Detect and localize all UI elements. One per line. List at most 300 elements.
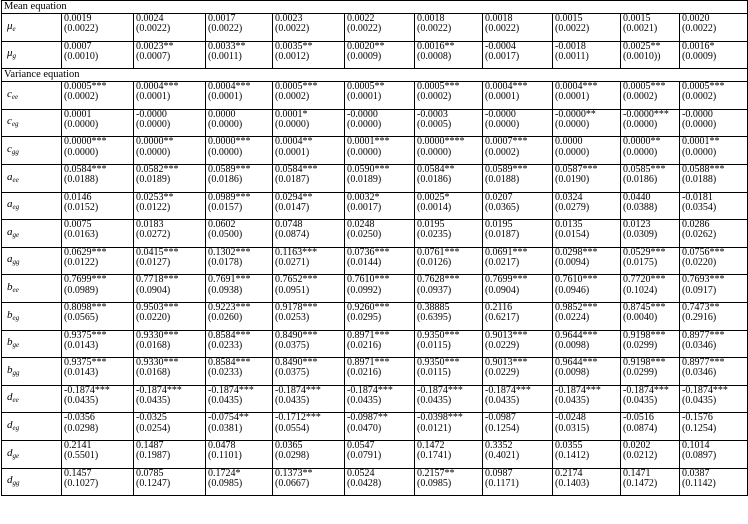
coefficient-value: 0.0135 [555, 219, 583, 231]
standard-error-value: (0.0094) [555, 257, 590, 269]
standard-error-value: (0.0000) [555, 119, 590, 131]
estimate-cell [483, 164, 553, 192]
estimate-cell [134, 440, 206, 468]
coefficient-value: 0.0007*** [485, 136, 528, 148]
estimate-cell [345, 302, 415, 330]
coefficient-value: 0.0018 [485, 13, 513, 24]
coefficient-value: 0.0589*** [485, 164, 528, 175]
standard-error-value: (0.0435) [485, 395, 520, 407]
estimate-cell [273, 413, 345, 441]
standard-error-value: (0.0346) [682, 339, 717, 351]
standard-error-value: (0.0000) [136, 119, 171, 131]
estimate-cell [415, 358, 483, 386]
estimate-cell [621, 220, 680, 248]
standard-error-value: (0.0011) [208, 50, 242, 62]
standard-error-value: (0.0354) [682, 201, 717, 213]
standard-error-value: (0.0946) [555, 284, 590, 296]
estimate-cell [62, 358, 134, 386]
standard-error-value: (0.0000) [485, 119, 520, 131]
estimate-cell [134, 109, 206, 137]
estimate-cell [621, 82, 680, 110]
standard-error-value: (0.0216) [347, 367, 382, 379]
standard-error-value: (0.0010)) [623, 50, 661, 62]
coefficient-value: 0.0195 [485, 219, 513, 231]
estimate-cell [483, 14, 553, 42]
coefficient-value: 0.0584*** [275, 164, 318, 175]
standard-error-value: (0.1101) [208, 450, 242, 462]
standard-error-value: (0.0271) [275, 257, 310, 269]
standard-error-value: (0.0115) [417, 339, 451, 351]
parameter-symbol: d [7, 446, 13, 459]
estimate-cell [415, 468, 483, 496]
coefficient-value: 0.0018 [417, 13, 445, 24]
estimate-cell [206, 440, 273, 468]
estimate-cell [206, 220, 273, 248]
estimate-cell [621, 358, 680, 386]
coefficient-value: 0.9644*** [555, 357, 598, 369]
estimate-cell [273, 41, 345, 69]
standard-error-value: (0.0937) [417, 284, 452, 296]
standard-error-value: (0.0272) [136, 229, 171, 241]
coefficient-value: 0.2174 [555, 468, 583, 479]
coefficient-value: 0.9013*** [485, 330, 528, 341]
standard-error-value: (0.0021) [623, 23, 658, 35]
estimate-cell [553, 440, 621, 468]
standard-error-value: (0.0309) [623, 229, 658, 241]
parameter-symbol: d [7, 418, 13, 431]
standard-error-value: (0.0500) [208, 229, 243, 241]
estimate-cell [415, 192, 483, 220]
estimate-cell [553, 220, 621, 248]
standard-error-value: (0.1403) [555, 477, 590, 489]
coefficient-value: 0.0000** [623, 136, 661, 148]
standard-error-value: (0.0000) [555, 146, 590, 158]
standard-error-value: (0.0253) [275, 312, 310, 324]
coefficient-value: -0.0018 [555, 41, 586, 52]
standard-error-value: (0.0010) [64, 50, 99, 62]
coefficient-value: 0.0298*** [555, 247, 598, 258]
parameter-subscript: ee [12, 285, 19, 294]
estimate-cell [134, 413, 206, 441]
standard-error-value: (0.0122) [136, 201, 171, 213]
standard-error-value: (0.0098) [555, 367, 590, 379]
estimate-cell [206, 82, 273, 110]
standard-error-value: (0.0154) [555, 229, 590, 241]
estimate-cell [415, 440, 483, 468]
coefficient-value: -0.0000 [682, 109, 713, 120]
parameter-symbol: c [7, 87, 12, 100]
coefficient-value: 0.7693*** [682, 274, 725, 286]
coefficient-value: -0.0000 [347, 109, 378, 120]
coefficient-value: 0.9375*** [64, 330, 107, 341]
coefficient-value: 0.2116 [485, 302, 513, 313]
standard-error-value: (0.0022) [347, 23, 382, 35]
estimate-cell [62, 137, 134, 165]
estimate-cell [680, 302, 748, 330]
standard-error-value: (0.0186) [623, 174, 658, 186]
coefficient-value: 0.9178*** [275, 302, 318, 313]
parameter-subscript: ge [12, 451, 20, 460]
parameter-subscript: g [12, 52, 17, 61]
coefficient-value: 0.9260*** [347, 302, 390, 313]
coefficient-value: 0.1724* [208, 468, 241, 479]
standard-error-value: (0.1254) [682, 422, 717, 434]
parameter-subscript: gg [12, 258, 20, 267]
estimate-cell [553, 302, 621, 330]
coefficient-value: -0.0325 [136, 412, 167, 424]
coefficient-value: 0.0022 [347, 13, 375, 24]
standard-error-value: (0.1142) [682, 477, 716, 489]
standard-error-value: (0.0917) [682, 284, 717, 296]
parameter-symbol: μ [7, 19, 13, 32]
coefficient-value: 0.7628*** [417, 274, 460, 286]
parameter-subscript: gg [12, 368, 20, 377]
coefficient-value: -0.1712*** [275, 412, 321, 424]
coefficient-value: 0.0024 [136, 13, 164, 24]
standard-error-value: (0.0435) [275, 395, 310, 407]
coefficient-value: 0.8971*** [347, 357, 390, 369]
standard-error-value: (0.0007) [136, 50, 171, 62]
estimate-cell [553, 468, 621, 496]
estimate-cell [345, 82, 415, 110]
standard-error-value: (0.0000) [623, 146, 658, 158]
standard-error-value: (0.1254) [485, 422, 520, 434]
standard-error-value: (0.0388) [623, 201, 658, 213]
estimate-cell [553, 109, 621, 137]
parameter-symbol: d [7, 474, 13, 487]
estimate-cell [345, 330, 415, 358]
parameter-label [2, 109, 62, 137]
coefficient-value: 0.9852*** [555, 302, 598, 313]
standard-error-value: (0.0022) [275, 23, 310, 35]
estimate-cell [134, 358, 206, 386]
table-row [2, 275, 748, 303]
standard-error-value: (0.0554) [275, 422, 310, 434]
estimate-cell [345, 164, 415, 192]
estimate-cell [553, 192, 621, 220]
coefficient-value: 0.0007 [64, 41, 92, 52]
parameter-subscript: eg [12, 203, 20, 212]
coefficient-value: 0.8584*** [208, 330, 251, 341]
coefficient-value: 0.0324 [555, 192, 583, 203]
estimate-cell [553, 275, 621, 303]
coefficient-value: 0.8977*** [682, 330, 725, 341]
standard-error-value: (0.0229) [485, 339, 520, 351]
standard-error-value: (0.0315) [555, 422, 590, 434]
coefficient-value: 0.0387 [682, 468, 710, 479]
estimate-cell [680, 440, 748, 468]
estimate-cell [553, 14, 621, 42]
standard-error-value: (0.0001) [136, 91, 171, 103]
coefficient-value: 0.0033** [208, 41, 246, 52]
estimate-cell [553, 41, 621, 69]
estimate-cell [134, 82, 206, 110]
coefficient-value: -0.0248 [555, 412, 586, 424]
standard-error-value: (0.0216) [347, 339, 382, 351]
coefficient-value: -0.1874*** [623, 385, 669, 396]
standard-error-value: (0.0365) [485, 201, 520, 213]
estimate-cell [621, 41, 680, 69]
coefficient-value: -0.1874*** [136, 385, 182, 396]
table-row [2, 385, 748, 413]
parameter-label [2, 302, 62, 330]
estimate-cell [553, 247, 621, 275]
standard-error-value: (0.0000) [347, 146, 382, 158]
coefficient-value: 0.0987 [485, 468, 513, 479]
standard-error-value: (0.0279) [555, 201, 590, 213]
estimate-cell [273, 82, 345, 110]
estimate-cell [680, 413, 748, 441]
coefficient-value: 0.0355 [555, 440, 583, 451]
coefficient-value: 0.2157** [417, 468, 455, 479]
parameter-symbol: μ [7, 47, 13, 60]
estimate-cell [415, 109, 483, 137]
standard-error-value: (0.0435) [417, 395, 452, 407]
standard-error-value: (0.6217) [485, 312, 520, 324]
coefficient-value: 0.0001 [64, 109, 92, 120]
estimate-cell [62, 41, 134, 69]
estimate-cell [483, 137, 553, 165]
coefficient-value: -0.0000 [485, 109, 516, 120]
standard-error-value: (0.0435) [682, 395, 717, 407]
coefficient-value: 0.0529*** [623, 247, 666, 258]
coefficient-value: 0.0015 [623, 13, 651, 24]
estimate-cell [415, 330, 483, 358]
coefficient-value: 0.0019 [64, 13, 92, 24]
coefficient-value: 0.0000*** [64, 136, 107, 148]
standard-error-value: (0.0435) [136, 395, 171, 407]
estimate-cell [273, 358, 345, 386]
estimate-cell [680, 358, 748, 386]
coefficient-value: 0.0005*** [417, 81, 460, 93]
parameter-subscript: gg [12, 479, 20, 488]
table-body [2, 1, 748, 496]
estimate-cell [483, 358, 553, 386]
estimate-cell [680, 468, 748, 496]
parameter-symbol: d [7, 391, 13, 404]
standard-error-value: (0.0115) [417, 367, 451, 379]
estimate-cell [134, 302, 206, 330]
standard-error-value: (0.0002) [275, 91, 310, 103]
estimate-cell [483, 220, 553, 248]
estimate-cell [680, 330, 748, 358]
coefficient-value: 0.0785 [136, 468, 164, 479]
estimate-cell [206, 109, 273, 137]
estimate-cell [553, 82, 621, 110]
coefficient-value: 0.0547 [347, 440, 375, 451]
estimate-cell [415, 164, 483, 192]
parameter-label [2, 330, 62, 358]
estimate-cell [483, 413, 553, 441]
coefficient-value: 0.0582*** [136, 164, 179, 175]
standard-error-value: (0.0212) [623, 450, 658, 462]
estimate-cell [62, 413, 134, 441]
estimate-cell [273, 137, 345, 165]
estimate-cell [345, 41, 415, 69]
estimate-cell [483, 192, 553, 220]
parameter-label [2, 275, 62, 303]
coefficient-value: 0.8745*** [623, 302, 666, 313]
standard-error-value: (0.0188) [682, 174, 717, 186]
standard-error-value: (0.0000) [136, 146, 171, 158]
estimate-cell [273, 220, 345, 248]
coefficient-value: -0.1874*** [275, 385, 321, 396]
coefficient-value: 0.0000*** [208, 136, 251, 148]
standard-error-value: (0.0009) [682, 50, 717, 62]
parameter-subscript: eg [11, 120, 19, 129]
coefficient-value: 0.8584*** [208, 357, 251, 369]
coefficient-value: 0.0146 [64, 192, 92, 203]
parameter-symbol: a [7, 225, 13, 238]
coefficient-value: 0.0183 [136, 219, 164, 231]
coefficient-value: 0.1487 [136, 440, 164, 451]
coefficient-value: 0.7699*** [64, 274, 107, 286]
coefficient-value: 0.0123 [623, 219, 651, 231]
estimate-cell [621, 275, 680, 303]
standard-error-value: (0.0002) [623, 91, 658, 103]
standard-error-value: (0.1027) [64, 477, 99, 489]
standard-error-value: (0.0262) [682, 229, 717, 241]
estimation-table-container [1, 0, 747, 496]
coefficient-value: 0.7718*** [136, 274, 179, 286]
coefficient-value: 0.0000** [136, 136, 174, 148]
parameter-label [2, 385, 62, 413]
standard-error-value: (0.0250) [347, 229, 382, 241]
coefficient-value: 0.7610*** [555, 274, 598, 286]
parameter-subscript: e [12, 24, 16, 33]
coefficient-value: 0.0000 [555, 136, 583, 148]
coefficient-value: 0.9330*** [136, 357, 179, 369]
parameter-symbol: a [7, 198, 13, 211]
coefficient-value: 0.0023 [275, 13, 303, 24]
standard-error-value: (0.0435) [347, 395, 382, 407]
estimate-cell [483, 302, 553, 330]
estimate-cell [206, 247, 273, 275]
coefficient-value: 0.0195 [417, 219, 445, 231]
standard-error-value: (0.0000) [417, 146, 452, 158]
estimate-cell [206, 275, 273, 303]
estimate-cell [134, 164, 206, 192]
estimate-cell [345, 413, 415, 441]
parameter-label [2, 82, 62, 110]
section-title: Variance equation [2, 69, 748, 82]
estimate-cell [206, 137, 273, 165]
parameter-label [2, 440, 62, 468]
standard-error-value: (0.0168) [136, 339, 171, 351]
standard-error-value: (0.0011) [555, 50, 589, 62]
standard-error-value: (0.0009) [347, 50, 382, 62]
coefficient-value: 0.9223*** [208, 302, 251, 313]
standard-error-value: (0.0897) [682, 450, 717, 462]
standard-error-value: (0.0143) [64, 339, 99, 351]
parameter-subscript: eg [12, 423, 20, 432]
estimate-cell [483, 275, 553, 303]
coefficient-value: 0.0016** [417, 41, 455, 52]
standard-error-value: (0.0144) [347, 257, 382, 269]
parameter-symbol: a [7, 253, 13, 266]
coefficient-value: 0.0017 [208, 13, 236, 24]
estimate-cell [206, 413, 273, 441]
estimate-cell [62, 440, 134, 468]
standard-error-value: (0.6395) [417, 312, 452, 324]
parameter-subscript: eg [12, 313, 20, 322]
coefficient-value: 0.0294** [275, 192, 313, 203]
coefficient-value: -0.0516 [623, 412, 654, 424]
coefficient-value: 0.0756*** [682, 247, 725, 258]
estimate-cell [206, 330, 273, 358]
estimate-cell [415, 302, 483, 330]
estimate-cell [415, 247, 483, 275]
estimate-cell [134, 247, 206, 275]
coefficient-value: 0.0524 [347, 468, 375, 479]
estimate-cell [680, 109, 748, 137]
standard-error-value: (0.0022) [485, 23, 520, 35]
standard-error-value: (0.0233) [208, 339, 243, 351]
estimation-results-table [1, 0, 748, 496]
standard-error-value: (0.0000) [275, 119, 310, 131]
standard-error-value: (0.0126) [417, 257, 452, 269]
estimate-cell [134, 275, 206, 303]
coefficient-value: 0.0253** [136, 192, 174, 203]
estimate-cell [415, 82, 483, 110]
estimate-cell [621, 14, 680, 42]
parameter-symbol: c [7, 143, 12, 156]
standard-error-value: (0.0178) [208, 257, 243, 269]
coefficient-value: 0.8490*** [275, 357, 318, 369]
coefficient-value: 0.0736*** [347, 247, 390, 258]
estimate-cell [206, 192, 273, 220]
estimate-cell [680, 14, 748, 42]
standard-error-value: (0.1024) [623, 284, 658, 296]
estimate-cell [134, 137, 206, 165]
standard-error-value: (0.0163) [64, 229, 99, 241]
estimate-cell [680, 137, 748, 165]
standard-error-value: (0.0992) [347, 284, 382, 296]
estimate-cell [483, 385, 553, 413]
standard-error-value: (0.0127) [136, 257, 171, 269]
estimate-cell [273, 385, 345, 413]
estimate-cell [62, 468, 134, 496]
standard-error-value: (0.0299) [623, 339, 658, 351]
standard-error-value: (0.2916) [682, 312, 717, 324]
standard-error-value: (0.0187) [485, 229, 520, 241]
coefficient-value: 0.3352 [485, 440, 513, 451]
coefficient-value: 0.0629*** [64, 247, 107, 258]
coefficient-value: 0.0004*** [555, 81, 598, 93]
parameter-label [2, 220, 62, 248]
estimate-cell [273, 164, 345, 192]
coefficient-value: 0.1163*** [275, 247, 318, 258]
standard-error-value: (0.0189) [347, 174, 382, 186]
coefficient-value: 0.0748 [275, 219, 303, 231]
standard-error-value: (0.0435) [623, 395, 658, 407]
coefficient-value: 0.0020 [682, 13, 710, 24]
estimate-cell [273, 468, 345, 496]
estimate-cell [206, 164, 273, 192]
estimate-cell [345, 275, 415, 303]
coefficient-value: 0.7699*** [485, 274, 528, 286]
standard-error-value: (0.0121) [417, 422, 452, 434]
estimate-cell [553, 358, 621, 386]
standard-error-value: (0.1247) [136, 477, 171, 489]
estimate-cell [62, 385, 134, 413]
standard-error-value: (0.0220) [682, 257, 717, 269]
coefficient-value: 0.0286 [682, 219, 710, 231]
estimate-cell [62, 192, 134, 220]
estimate-cell [62, 330, 134, 358]
coefficient-value: 0.0588*** [682, 164, 725, 175]
parameter-label [2, 247, 62, 275]
